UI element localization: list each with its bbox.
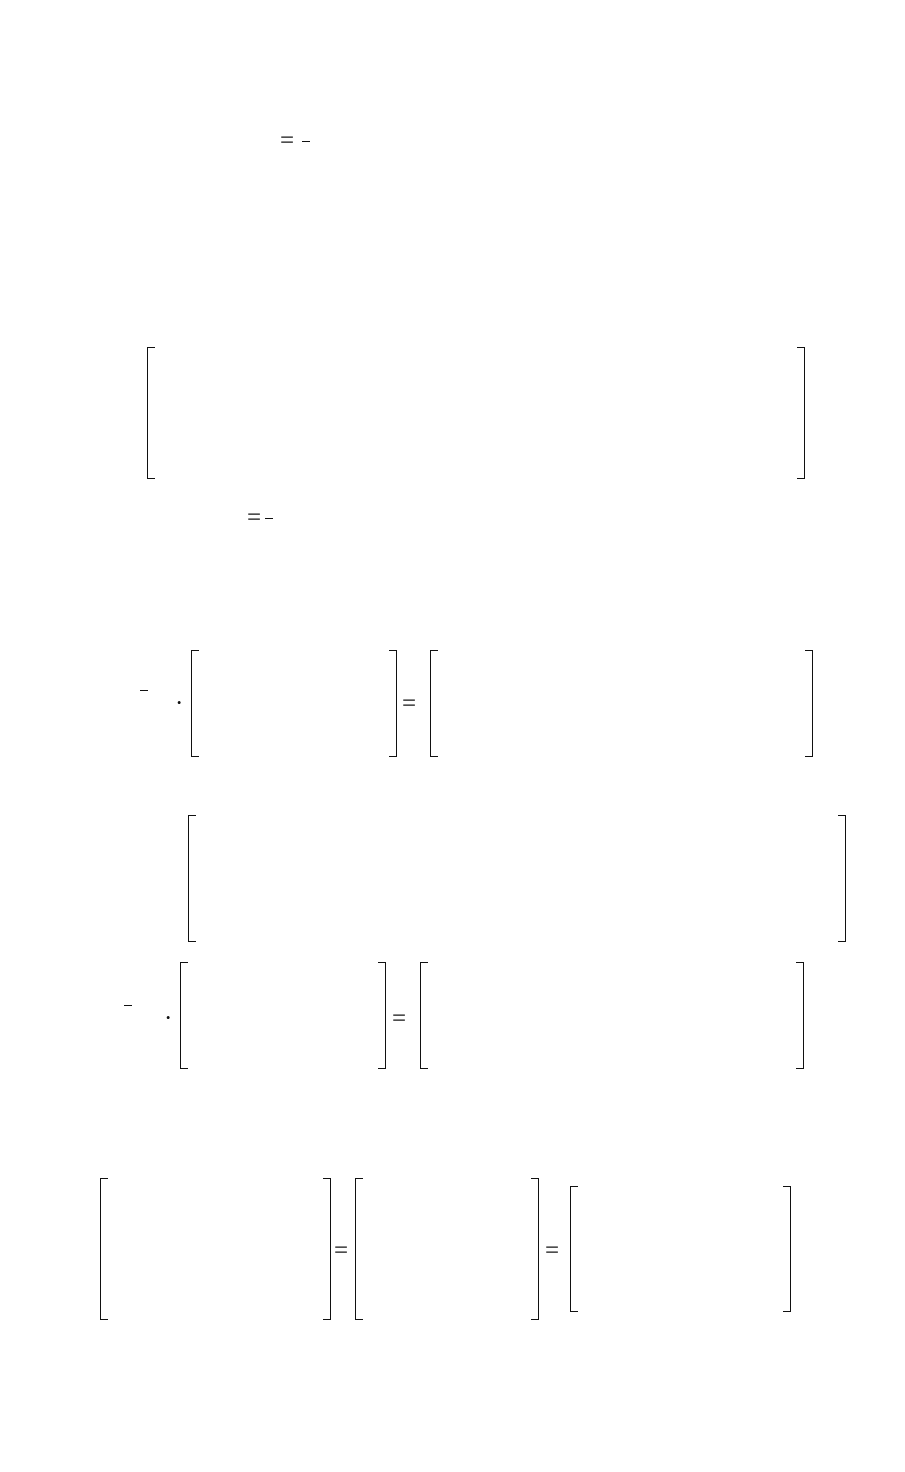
- Bt-left-bracket: [188, 815, 196, 942]
- S4-equals-2: =: [545, 1237, 560, 1264]
- At-left-bracket-r: [389, 650, 397, 757]
- turns-equation: =: [243, 504, 277, 532]
- dt-right-bracket-r: [796, 962, 804, 1069]
- S4-col3-bracket-r: [783, 1186, 791, 1312]
- At-equals: =: [402, 690, 417, 717]
- zbase-fraction: [302, 138, 310, 145]
- dt-fraction: [124, 990, 132, 1018]
- dt-equals: =: [392, 1005, 407, 1032]
- S4-col3-bracket-l: [570, 1186, 578, 1312]
- S4-col1-bracket-l: [100, 1178, 108, 1320]
- dt-right-bracket-l: [420, 962, 428, 1069]
- S4-col1-bracket-r: [323, 1178, 331, 1320]
- ztabc-right-bracket: [797, 347, 805, 479]
- Bt-right-bracket: [838, 815, 846, 942]
- ztabc-left-bracket: [147, 347, 155, 479]
- S4-equals-1: =: [334, 1237, 349, 1264]
- dt-dot: ·: [164, 1005, 173, 1032]
- At-left-bracket-l: [191, 650, 199, 757]
- zbase-den: [302, 142, 310, 145]
- S4-col2-bracket-r: [531, 1178, 539, 1320]
- turns-fraction: [265, 515, 273, 522]
- zbase-equation: =: [272, 127, 316, 155]
- At-fraction: [140, 675, 148, 703]
- At-dot: ·: [175, 690, 184, 717]
- At-right-bracket-r: [805, 650, 813, 757]
- S4-col2-bracket-l: [355, 1178, 363, 1320]
- dt-left-bracket-r: [378, 962, 386, 1069]
- dt-left-bracket-l: [180, 962, 188, 1069]
- At-right-bracket-l: [430, 650, 438, 757]
